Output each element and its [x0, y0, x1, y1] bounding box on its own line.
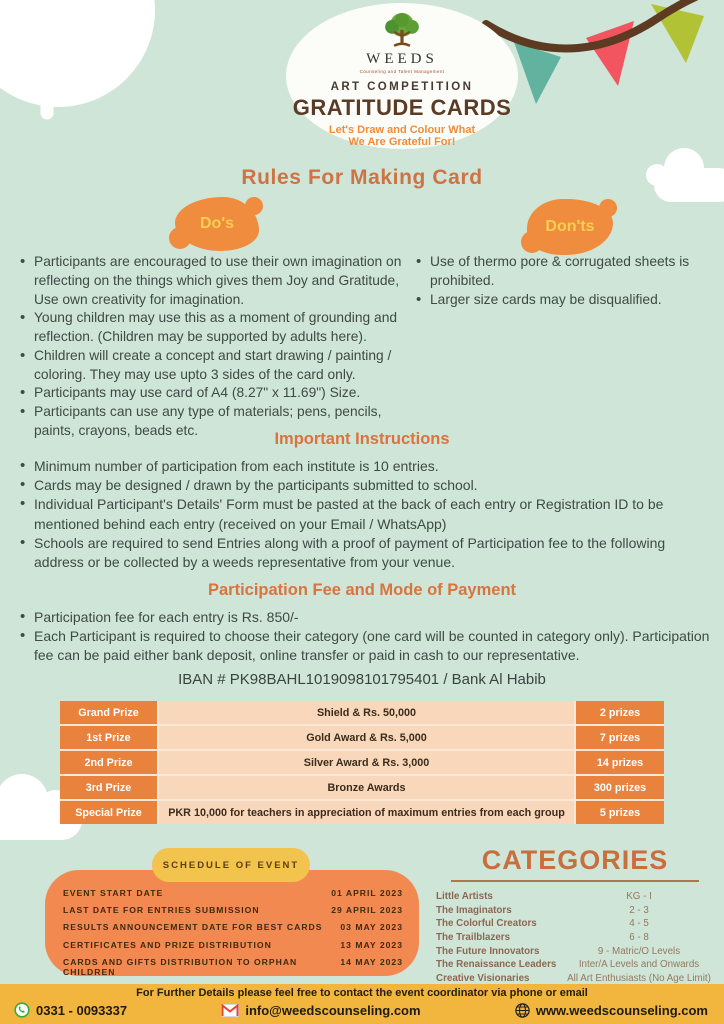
instructions-heading: Important Instructions	[274, 430, 450, 448]
schedule-label: EVENT START DATE	[63, 888, 164, 898]
category-name: Little Artists	[436, 891, 493, 903]
category-range: 4 - 5	[629, 918, 649, 930]
category-row	[436, 958, 714, 972]
prize-label: 2nd Prize	[60, 751, 157, 774]
poster-title: GRATITUDE CARDS	[292, 94, 512, 120]
schedule-date: 13 MAY 2023	[340, 939, 403, 950]
table-row	[60, 776, 664, 799]
prize-award: PKR 10,000 for teachers in appreciation of maximum entries from each group	[159, 801, 574, 824]
whatsapp-icon	[14, 1002, 30, 1018]
category-name: The Renaissance Leaders	[436, 959, 557, 971]
sun-icon	[0, 0, 170, 135]
rules-columns	[18, 253, 716, 441]
footer-contacts	[0, 999, 724, 1018]
brand-name: WEEDS	[366, 50, 438, 67]
prize-count: 5 prizes	[576, 801, 664, 824]
list-item: • Schools are required to send Entries along with a proof of payment of Participation fee to the following address or be collected by a weeds representative from your venue.	[18, 534, 712, 572]
category-row	[436, 904, 714, 918]
prize-award: Bronze Awards	[159, 776, 574, 799]
list-item: • Larger size cards may be disqualified.	[414, 291, 716, 310]
schedule-row	[63, 905, 403, 922]
schedule-label: RESULTS ANNOUNCEMENT DATE FOR BEST CARDS	[63, 922, 323, 933]
prize-award: Shield & Rs. 50,000	[159, 701, 574, 724]
email-contact	[221, 1003, 420, 1018]
header-badge	[286, 3, 518, 149]
phone-contact	[14, 1002, 127, 1018]
tree-icon	[381, 12, 423, 50]
instructions-list	[18, 457, 712, 572]
prize-label: 3rd Prize	[60, 776, 157, 799]
prize-award: Gold Award & Rs. 5,000	[159, 726, 574, 749]
prize-award: Silver Award & Rs. 3,000	[159, 751, 574, 774]
schedule-date: 14 MAY 2023	[340, 956, 403, 967]
schedule-label: CARDS AND GIFTS DISTRIBUTION TO ORPHAN CHILDREN	[63, 956, 298, 977]
category-range: KG - I	[626, 891, 652, 903]
table-row	[60, 701, 664, 724]
prize-label: Special Prize	[60, 801, 157, 824]
rules-heading: Rules For Making Card	[241, 166, 483, 189]
bunting-flags	[480, 0, 724, 118]
category-row	[436, 890, 714, 904]
website-contact	[515, 1003, 708, 1018]
list-item: • Participants may use card of A4 (8.27" x 11.69") Size.	[18, 384, 406, 403]
table-row	[60, 726, 664, 749]
website-url: www.weedscounseling.com	[535, 1002, 708, 1018]
category-range: 2 - 3	[629, 904, 649, 916]
category-range: 6 - 8	[629, 932, 649, 944]
iban-line: IBAN # PK98BAHL1019098101795401 / Bank Al Habib	[178, 671, 546, 688]
schedule-row	[63, 922, 403, 939]
footer	[0, 984, 724, 1024]
category-range: Inter/A Levels and Onwards	[578, 959, 700, 971]
schedule-row	[63, 940, 403, 957]
category-range: 9 - Matric/O Levels	[597, 945, 681, 957]
schedule-row	[63, 956, 403, 977]
brand-tagline: Counseling and Talent Management	[359, 68, 445, 74]
globe-icon	[515, 1003, 530, 1018]
category-range: All Art Enthusiasts (No Age Limit)	[567, 972, 711, 984]
prize-table	[60, 701, 664, 824]
schedule-label: CERTIFICATES AND PRIZE DISTRIBUTION	[63, 939, 272, 950]
schedule-heading: SCHEDULE OF EVENT	[152, 848, 310, 882]
list-item: • Cards may be designed / drawn by the participants submitted to school.	[18, 476, 712, 495]
donts-list	[414, 253, 716, 441]
list-item: • Minimum number of participation from each institute is 10 entries.	[18, 457, 712, 476]
prize-count: 7 prizes	[576, 726, 664, 749]
dos-badge: Do's	[175, 197, 259, 251]
category-name: The Trailblazers	[436, 932, 511, 944]
competition-label: ART COMPETITION	[330, 80, 474, 93]
list-item: • Each Participant is required to choose their category (one card will be counted in category only). Participation fee can be paid either bank deposit, online transfer or paid in cash to our representative.	[18, 627, 712, 665]
schedule-date: 03 MAY 2023	[340, 922, 403, 933]
schedule-date: 29 APRIL 2023	[331, 905, 403, 916]
category-name: The Colorful Creators	[436, 918, 537, 930]
category-name: The Future Innovators	[436, 945, 540, 957]
footer-note: For Further Details please feel free to contact the event coordinator via phone or email	[136, 987, 588, 999]
donts-badge: Don'ts	[527, 199, 613, 255]
category-name: Creative Visionaries	[436, 972, 530, 984]
phone-number: 0331 - 0093337	[36, 1002, 128, 1018]
schedule-date: 01 APRIL 2023	[331, 888, 403, 898]
category-name: The Imaginators	[436, 904, 512, 916]
fee-heading: Participation Fee and Mode of Payment	[207, 581, 517, 599]
prize-count: 14 prizes	[576, 751, 664, 774]
list-item: • Participation fee for each entry is Rs. 850/-	[18, 608, 712, 627]
list-item: • Participants can use any type of materials; pens, pencils, paints, crayons, beads etc.	[18, 403, 406, 441]
list-item: • Young children may use this as a moment of grounding and reflection. (Children may be supported by adults here).	[18, 309, 406, 347]
categories-section	[436, 845, 714, 985]
gmail-icon	[221, 1004, 239, 1017]
list-item: • Children will create a concept and start drawing / painting / coloring. They may use upto 3 sides of the card only.	[18, 347, 406, 385]
table-row	[60, 801, 664, 824]
prize-label: Grand Prize	[60, 701, 157, 724]
categories-heading: CATEGORIES	[451, 845, 699, 882]
schedule-panel	[45, 870, 419, 976]
schedule-row	[63, 888, 403, 905]
category-row	[436, 917, 714, 931]
email-address: info@weedscounseling.com	[245, 1002, 421, 1018]
table-row	[60, 751, 664, 774]
list-item: • Participants are encouraged to use their own imagination on reflecting on the things which gives them Joy and Gratitude, Use own creativity for imagination.	[18, 253, 406, 309]
list-item: • Individual Participant's Details' Form must be pasted at the back of each entry or Registration ID to be mentioned behind each entry (received on your Email / WhatsApp)	[18, 495, 712, 533]
prize-count: 300 prizes	[576, 776, 664, 799]
categories-list	[436, 890, 714, 985]
dos-list	[18, 253, 406, 441]
category-row	[436, 931, 714, 945]
list-item: • Use of thermo pore & corrugated sheets is prohibited.	[414, 253, 716, 291]
fee-list	[18, 608, 712, 666]
poster-subtitle: Let's Draw and Colour What We Are Grateful For!	[328, 123, 476, 149]
schedule-label: LAST DATE FOR ENTRIES SUBMISSION	[63, 905, 260, 916]
prize-label: 1st Prize	[60, 726, 157, 749]
category-row	[436, 944, 714, 958]
prize-count: 2 prizes	[576, 701, 664, 724]
